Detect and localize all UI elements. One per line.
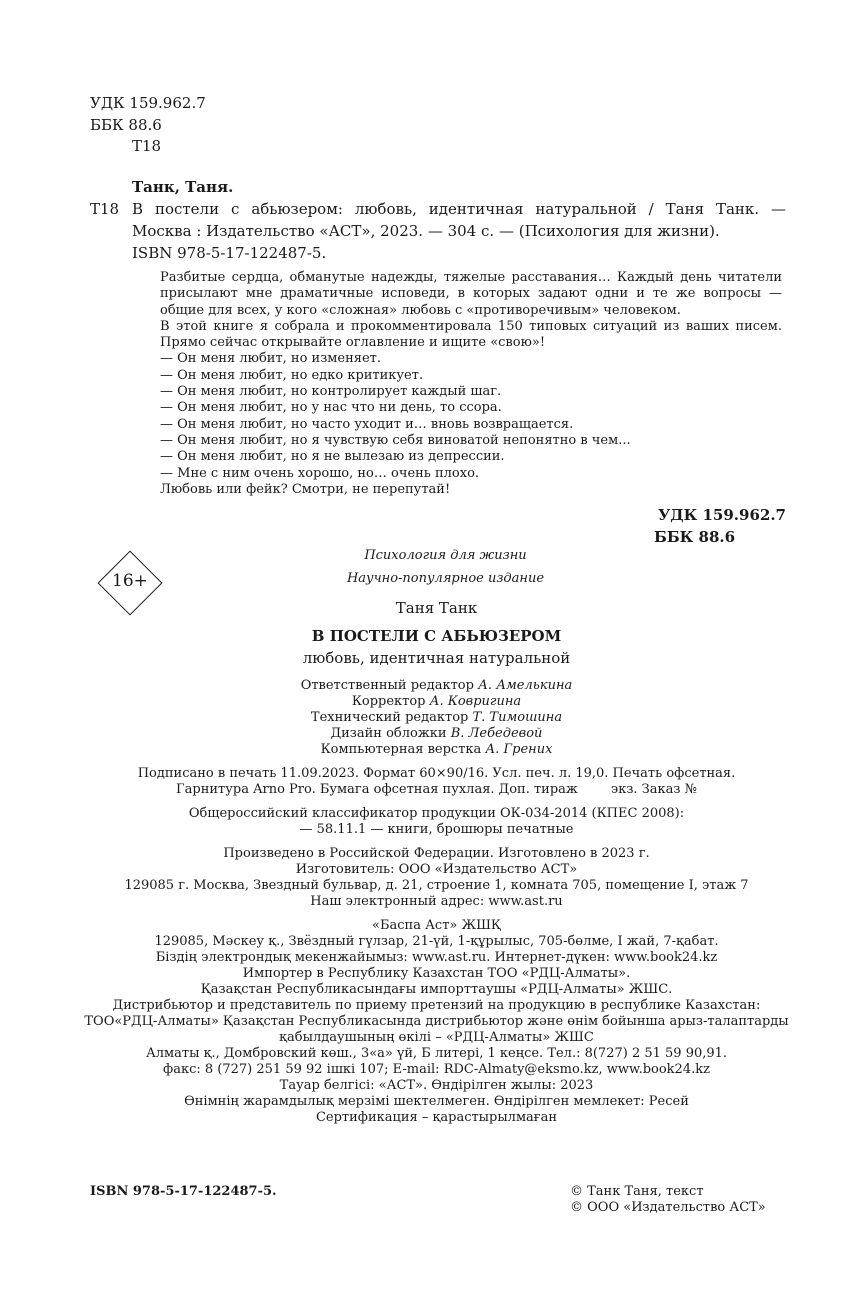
annotation-line: Любовь или фейк? Смотри, не перепутай!	[160, 481, 451, 497]
credit-name: В. Лебедевой	[450, 726, 543, 741]
credit-role: Ответственный редактор	[300, 678, 474, 693]
record-title-line1: В постели с абьюзером: любовь, идентичная натуральной / Таня Танк. —	[132, 200, 786, 218]
kz-line: қабылдаушының өкілі – «РДЦ-Алматы» ЖШС	[279, 1030, 594, 1045]
annotation	[160, 270, 782, 498]
annotation-line: — Он меня любит, но едко критикует.	[160, 367, 424, 383]
record-title-line2: Москва : Издательство «АСТ», 2023. — 304 с. — (Психология для жизни).	[132, 222, 720, 240]
annotation-line: — Он меня любит, но я чувствую себя виноватой непонятно в чем...	[160, 432, 631, 448]
kz-line: Өнімнің жарамдылық мерзімі шектелмеген. Өндірілген мемлекет: Ресей	[184, 1094, 689, 1109]
series-name: Психология для жизни	[364, 548, 527, 563]
manufacturer-line: Изготовитель: ООО «Издательство АСТ»	[295, 862, 578, 877]
credit-name: Т. Тимошина	[472, 710, 563, 725]
kz-line: Қазақстан Республикасындағы импорттаушы «РДЦ-Алматы» ЖШС.	[200, 982, 673, 997]
copyright-author: © Танк Таня, текст	[570, 1184, 704, 1199]
credit-line	[14, 726, 845, 742]
manufacturer-line: Произведено в Российской Федерации. Изготовлено в 2023 г.	[223, 846, 650, 861]
credit-line	[14, 678, 845, 694]
author-sign-code: Т18	[132, 137, 162, 155]
credit-name: А. Ковригина	[429, 694, 522, 709]
edition-type: Научно-популярное издание	[346, 571, 545, 586]
record-isbn: ISBN 978-5-17-122487-5.	[132, 244, 327, 262]
annotation-line: — Он меня любит, но изменяет.	[160, 351, 381, 367]
print-info-line: Подписано в печать 11.09.2023. Формат 60×90/16. Усл. печ. л. 19,0. Печать офсетная.	[137, 766, 736, 781]
classifier-line: Общероссийский классификатор продукции ОК-034-2014 (КПЕС 2008):	[188, 806, 685, 821]
credit-name: А. Грених	[485, 742, 553, 757]
credit-name: А. Амелькина	[478, 678, 573, 693]
bbk-code: ББК 88.6	[90, 116, 162, 134]
kz-line: ТОО«РДЦ-Алматы» Қазақстан Республикасында дистрибьютор және өнім бойынша арыз-талаптарды	[84, 1014, 789, 1029]
udk-code-bold: УДК 159.962.7	[658, 506, 786, 524]
book-title: В ПОСТЕЛИ С АБЬЮЗЕРОМ	[311, 627, 562, 645]
credit-role: Компьютерная верстка	[320, 742, 482, 757]
book-subtitle: любовь, идентичная натуральной	[302, 649, 571, 667]
book-author: Таня Танк	[395, 599, 478, 617]
credit-role: Дизайн обложки	[330, 726, 447, 741]
credit-line	[14, 742, 845, 758]
annotation-line: — Он меня любит, но часто уходит и… вновь возвращается.	[160, 416, 574, 432]
udk-code: УДК 159.962.7	[90, 94, 206, 112]
classifier-line: — 58.11.1 — книги, брошюры печатные	[299, 822, 574, 837]
kz-line: 129085, Мәскеу қ., Звёздный гүлзар, 21-үй, 1-құрылыс, 705-бөлме, I жай, 7-қабат.	[154, 934, 719, 949]
annotation-line: — Он меня любит, но я не вылезаю из депрессии.	[160, 449, 505, 465]
manufacturer-line: 129085 г. Москва, Звездный бульвар, д. 21, строение 1, комната 705, помещение I, этаж 7	[124, 878, 749, 893]
kz-line: Сертификация – қарастырылмаған	[315, 1110, 558, 1125]
record-code: Т18	[90, 200, 120, 218]
kz-line: Біздің электрондық мекенжайымыз: www.ast.ru. Интернет-дүкен: www.book24.kz	[155, 950, 718, 965]
print-info-line: Гарнитура Arno Pro. Бумага офсетная пухлая. Доп. тираж экз. Заказ №	[176, 782, 697, 797]
annotation-paragraph-2: В этой книге я собрала и прокомментировала 150 типовых ситуаций из ваших писем. Прямо сейчас открывайте оглавление и ищите «свою»!	[160, 318, 782, 351]
kz-line: Тауар белгісі: «АСТ». Өндірілген жылы: 2023	[279, 1078, 594, 1093]
annotation-line: — Мне с ним очень хорошо, но… очень плохо.	[160, 465, 480, 481]
credit-role: Корректор	[351, 694, 426, 709]
record-author-heading: Танк, Таня.	[132, 178, 234, 196]
age-rating: 16+	[112, 571, 148, 591]
bbk-code-bold: ББК 88.6	[654, 528, 736, 546]
credit-role: Технический редактор	[310, 710, 469, 725]
annotation-line: — Он меня любит, но у нас что ни день, то ссора.	[160, 400, 502, 416]
annotation-line: — Он меня любит, но контролирует каждый шаг.	[160, 384, 502, 400]
copyright-publisher: © ООО «Издательство АСТ»	[570, 1200, 766, 1215]
kz-line: Импортер в Республику Казахстан ТОО «РДЦ-Алматы».	[242, 966, 631, 981]
kz-line: «Баспа Аст» ЖШҚ	[372, 918, 501, 933]
kz-line: Алматы қ., Домбровский көш., 3«а» үй, Б литері, 1 кеңсе. Тел.: 8(727) 2 51 59 90,91.	[145, 1046, 728, 1061]
kz-line: Дистрибьютор и представитель по приему претензий на продукцию в республике Казахстан:	[112, 998, 761, 1013]
manufacturer-line: Наш электронный адрес: www.ast.ru	[310, 894, 563, 909]
credit-line	[14, 694, 845, 710]
credit-line	[14, 710, 845, 726]
footer-isbn: ISBN 978-5-17-122487-5.	[90, 1184, 277, 1199]
annotation-paragraph-1: Разбитые сердца, обманутые надежды, тяжелые расставания… Каждый день читатели присылают мне драматичные исповеди, в которых задают одни и те же вопросы — общие для всех, у кого «сложная» любовь с «противоречивым» человеком.	[160, 270, 782, 318]
kz-line: факс: 8 (727) 251 59 92 ішкі 107; E-mail: RDC-Almaty@eksmo.kz, www.book24.kz	[163, 1062, 710, 1077]
